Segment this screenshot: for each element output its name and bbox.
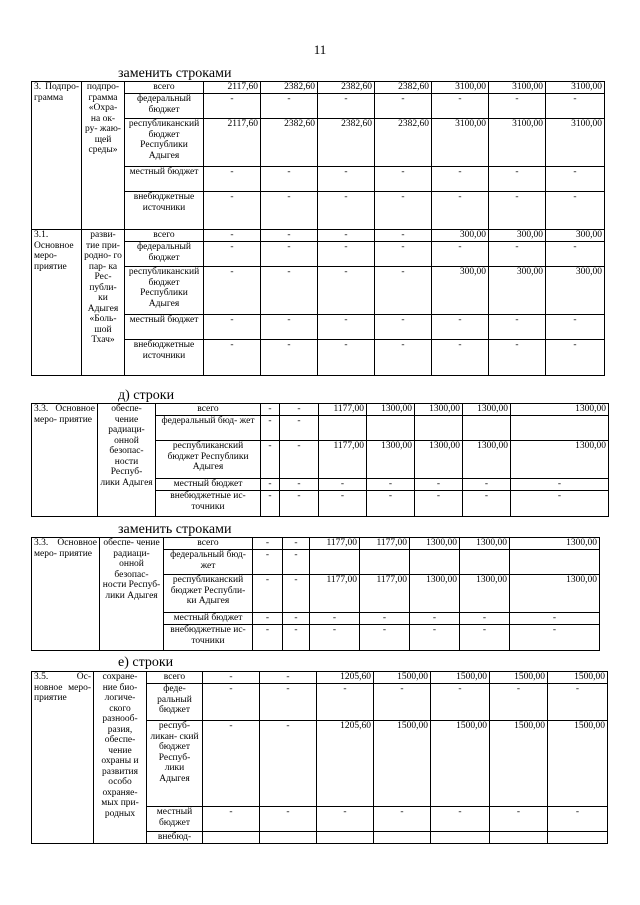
value-cell: - [310,625,360,651]
value-cell: - [489,242,546,267]
value-cell: - [489,340,546,376]
value-cell: 1500,00 [490,672,548,684]
value-cell: - [280,491,319,517]
value-cell: - [460,613,510,625]
value-cell: - [410,613,460,625]
value-cell: - [375,315,432,340]
value-cell: - [415,479,463,491]
value-cell: - [546,242,605,267]
row-description: обеспе- чение радиаци- онной безопас- ности Респуб- лики Адыгея [100,538,164,651]
source-label: всего [156,404,261,416]
value-cell: - [261,192,318,230]
source-label: респуб- ликан- ский бюджет Респуб- лики Адыгея [147,721,203,807]
value-cell: - [318,94,375,119]
value-cell: - [280,441,319,479]
value-cell: - [360,625,410,651]
source-label: всего [147,672,203,684]
value-cell: - [260,684,317,721]
value-cell: 1500,00 [548,721,608,807]
value-cell: 1300,00 [511,441,609,479]
value-cell: - [318,315,375,340]
value-cell: 2382,60 [318,119,375,167]
value-cell: - [283,550,310,575]
source-label: всего [125,82,204,94]
row-name: 3.5. Ос- новное меро- приятие [32,672,94,844]
value-cell: - [489,192,546,230]
value-cell: 300,00 [546,267,605,315]
value-cell: 1300,00 [415,441,463,479]
value-cell: 1300,00 [410,575,460,613]
value-cell: 1300,00 [463,404,511,416]
value-cell: - [260,672,317,684]
row-name: 3.3. Основное меро- приятие [32,538,100,651]
value-cell: - [261,167,318,192]
value-cell: - [204,315,261,340]
value-cell: - [548,807,608,832]
value-cell: - [261,315,318,340]
value-cell: 1300,00 [510,575,600,613]
value-cell: 1300,00 [367,404,415,416]
value-cell: - [203,807,260,832]
value-cell: - [432,167,489,192]
value-cell: 2117,60 [204,119,261,167]
value-cell: - [546,167,605,192]
value-cell: - [432,315,489,340]
row-description: обеспе- чение радиаци- онной безопас- ности Респуб- лики Адыгея [98,404,156,517]
value-cell: - [204,340,261,376]
heading-replace-1: заменить строками [118,66,232,81]
source-label: федеральный бюд- жет [156,416,261,441]
value-cell: 1500,00 [490,721,548,807]
source-label: всего [164,538,253,550]
value-cell: - [375,94,432,119]
value-cell: - [253,575,283,613]
value-cell: - [432,94,489,119]
source-label: внебюджетные ис- точники [156,491,261,517]
row-name: 3.1. Основное меро- приятие [32,230,82,376]
value-cell: - [463,479,511,491]
row-description: подпро- грамма «Охра- на ок- ру- жаю- щей среды» [82,82,125,230]
value-cell: - [375,340,432,376]
value-cell: - [318,340,375,376]
value-cell: - [203,684,260,721]
value-cell: 1177,00 [310,575,360,613]
value-cell: - [374,684,431,721]
source-label: местный бюджет [164,613,253,625]
value-cell: - [204,267,261,315]
value-cell: - [548,684,608,721]
value-cell: - [261,441,280,479]
value-cell: - [360,613,410,625]
value-cell: - [511,479,609,491]
value-cell: 2382,60 [375,119,432,167]
value-cell: - [463,491,511,517]
value-cell: 300,00 [489,230,546,242]
value-cell: - [375,267,432,315]
value-cell: - [367,479,415,491]
value-cell: 1300,00 [410,538,460,550]
value-cell: - [283,538,310,550]
value-cell: - [318,230,375,242]
source-label: внебюджетные источники [125,340,204,376]
source-label: федеральный бюджет [125,94,204,119]
value-cell: 1300,00 [415,404,463,416]
source-label: внебюджетные источники [125,192,204,230]
value-cell: - [203,721,260,807]
source-label: местный бюджет [147,807,203,832]
table-measure-3-3-new [31,537,600,651]
value-cell: - [367,491,415,517]
value-cell: - [375,167,432,192]
value-cell: - [490,684,548,721]
row-name: 3.3. Основное меро- приятие [32,404,98,517]
value-cell: - [460,625,510,651]
value-cell: 300,00 [546,230,605,242]
value-cell: 1205,60 [317,672,374,684]
value-cell: - [310,613,360,625]
value-cell: - [253,538,283,550]
value-cell: - [546,315,605,340]
value-cell: 3100,00 [432,119,489,167]
value-cell: - [283,625,310,651]
value-cell: - [317,684,374,721]
row-description: разви- тие при- родно- го пар- ка Рес- публи- ки Адыгея «Боль- шой Тхач» [82,230,125,376]
value-cell: 300,00 [432,267,489,315]
value-cell: - [511,491,609,517]
value-cell: - [318,242,375,267]
value-cell: - [489,315,546,340]
value-cell: - [431,807,490,832]
value-cell: - [431,684,490,721]
value-cell: 2117,60 [204,82,261,94]
value-cell: - [204,230,261,242]
table-measure-3-3-old [31,403,609,517]
value-cell: - [510,613,600,625]
heading-rows-e: е) строки [118,655,174,670]
value-cell: - [546,192,605,230]
value-cell: 2382,60 [261,119,318,167]
value-cell: - [489,94,546,119]
table-subprogram-3 [31,81,605,376]
value-cell: - [490,807,548,832]
value-cell: - [253,625,283,651]
value-cell: 1500,00 [548,672,608,684]
value-cell: - [261,416,280,441]
value-cell: - [375,242,432,267]
value-cell: - [280,404,319,416]
value-cell: - [432,242,489,267]
value-cell: - [280,416,319,441]
value-cell: - [253,613,283,625]
value-cell: - [432,340,489,376]
value-cell: 3100,00 [489,119,546,167]
value-cell: - [261,230,318,242]
value-cell: - [319,479,367,491]
source-label: местный бюджет [156,479,261,491]
value-cell: 1205,60 [317,721,374,807]
value-cell: 1300,00 [463,441,511,479]
value-cell: - [261,491,280,517]
value-cell: - [432,192,489,230]
table-row [32,230,605,242]
source-label: республиканский бюджет Республики Адыгея [125,267,204,315]
value-cell: - [253,550,283,575]
page-number: 11 [313,42,327,57]
value-cell: - [204,167,261,192]
source-label: республиканский бюджет Республи- ки Адыгея [164,575,253,613]
value-cell: - [510,625,600,651]
heading-rows-d: д) строки [118,388,175,403]
value-cell: - [203,672,260,684]
value-cell: - [204,94,261,119]
value-cell: 300,00 [432,230,489,242]
value-cell: - [546,94,605,119]
table-row [32,538,600,550]
value-cell: - [261,340,318,376]
value-cell: 3100,00 [546,82,605,94]
source-label: всего [125,230,204,242]
value-cell: - [410,625,460,651]
value-cell: 1177,00 [319,404,367,416]
value-cell: 3100,00 [432,82,489,94]
source-label: внебюд- [147,832,203,844]
value-cell: - [318,167,375,192]
value-cell: - [204,192,261,230]
value-cell: 1500,00 [431,672,490,684]
value-cell: 300,00 [489,267,546,315]
source-label: республиканский бюджет Республики Адыгея [156,441,261,479]
value-cell: - [261,479,280,491]
value-cell: 1500,00 [374,672,431,684]
value-cell: - [261,267,318,315]
value-cell: - [319,491,367,517]
value-cell: - [283,575,310,613]
value-cell: 1177,00 [360,575,410,613]
source-label: внебюджетные ис- точники [164,625,253,651]
row-description: сохране- ние био- логиче- ского разнооб- разия, обеспе- чение охраны и развития особо охраняе- мых при- родных [94,672,147,844]
value-cell: - [489,167,546,192]
source-label: федеральный бюджет [125,242,204,267]
value-cell: - [260,807,317,832]
value-cell: 1300,00 [367,441,415,479]
source-label: местный бюджет [125,167,204,192]
value-cell: - [260,721,317,807]
table-row [32,672,608,684]
value-cell: 1177,00 [360,538,410,550]
table-measure-3-5 [31,671,608,844]
heading-replace-2: заменить строками [118,522,232,537]
value-cell: 1500,00 [374,721,431,807]
value-cell: - [546,340,605,376]
value-cell: - [283,613,310,625]
value-cell: 1177,00 [310,538,360,550]
value-cell: 1177,00 [319,441,367,479]
source-label: местный бюджет [125,315,204,340]
row-name: 3. Подпро- грамма [32,82,82,230]
source-label: феде- ральный бюджет [147,684,203,721]
value-cell: 1300,00 [511,404,609,416]
value-cell: - [204,242,261,267]
table-row [32,404,609,416]
value-cell: 2382,60 [261,82,318,94]
value-cell: 1300,00 [460,538,510,550]
value-cell: - [374,807,431,832]
value-cell: 2382,60 [318,82,375,94]
table-row [32,82,605,94]
value-cell: 1500,00 [431,721,490,807]
value-cell: - [375,192,432,230]
value-cell: - [261,404,280,416]
value-cell: 1300,00 [510,538,600,550]
value-cell: - [318,267,375,315]
value-cell: - [415,491,463,517]
source-label: федеральный бюд- жет [164,550,253,575]
value-cell: 2382,60 [375,82,432,94]
value-cell: 3100,00 [546,119,605,167]
source-label: республиканский бюджет Республики Адыгея [125,119,204,167]
value-cell: 1300,00 [460,575,510,613]
value-cell: 3100,00 [489,82,546,94]
value-cell: - [318,192,375,230]
value-cell: - [317,807,374,832]
value-cell: - [261,242,318,267]
value-cell: - [280,479,319,491]
value-cell: - [375,230,432,242]
value-cell: - [261,94,318,119]
